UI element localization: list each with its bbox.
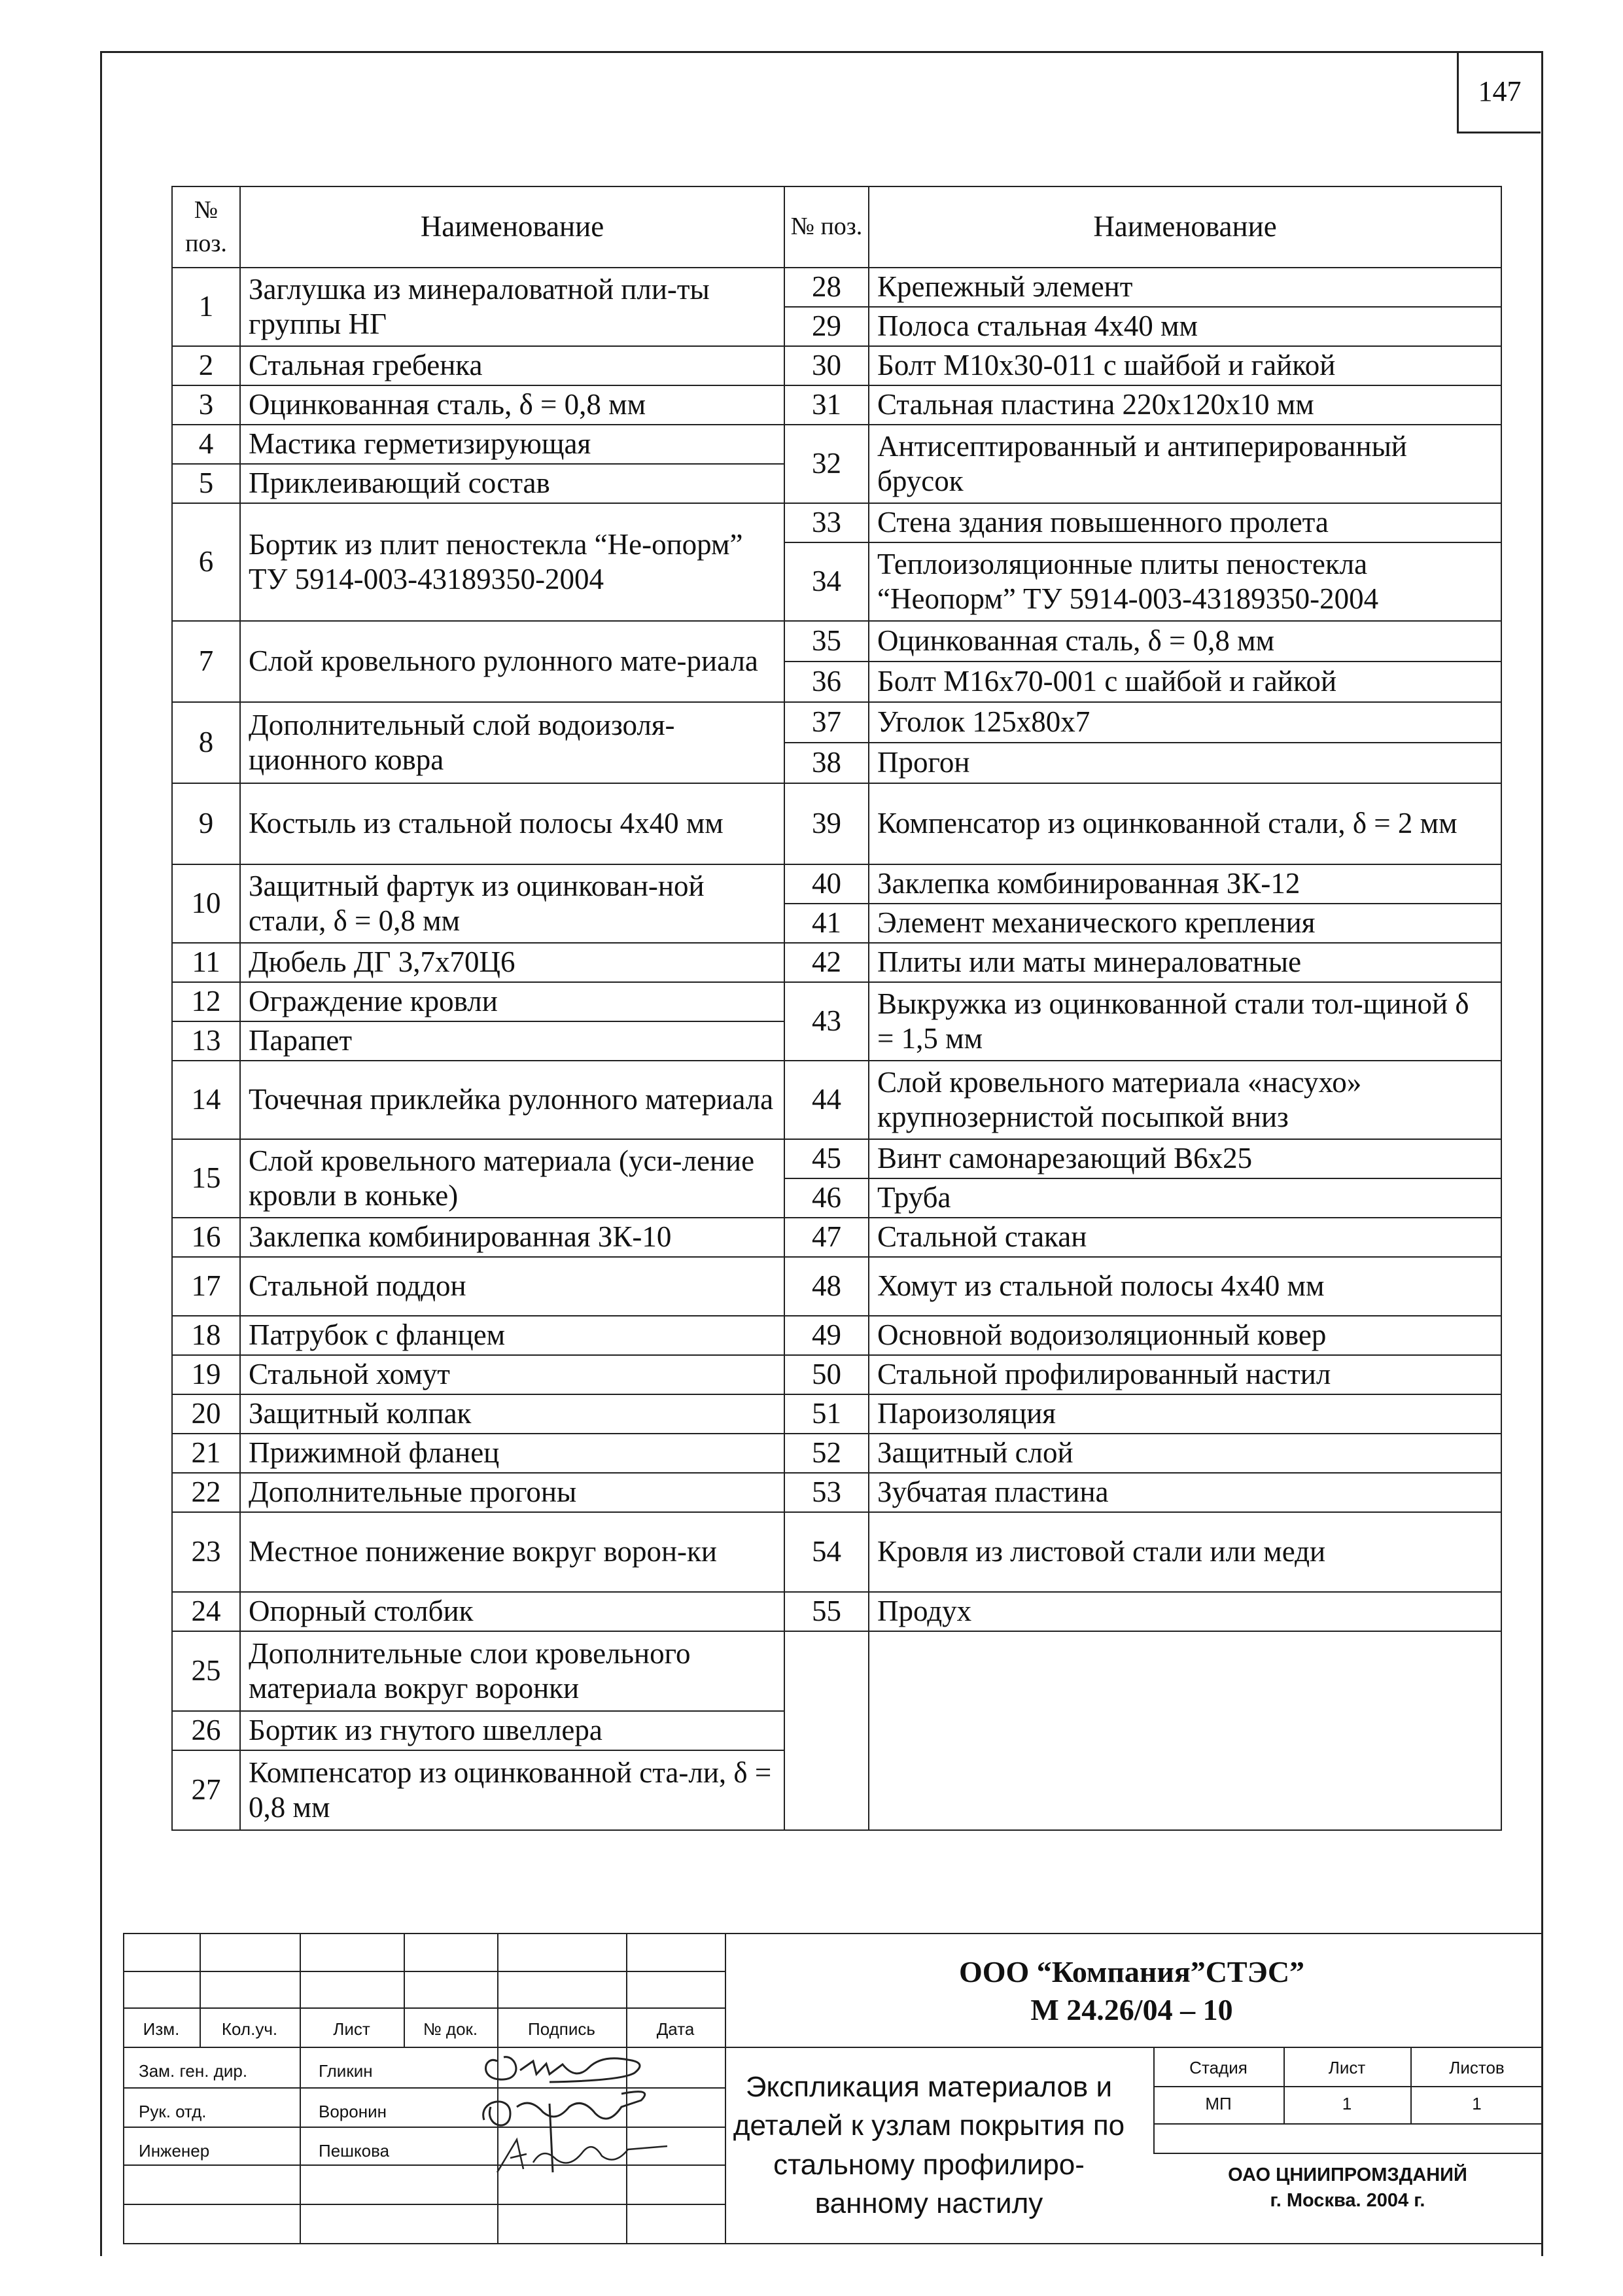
sheets-value: 1 xyxy=(1472,2094,1482,2113)
row-name: Заглушка из минераловатной пли-ты группы НГ xyxy=(240,268,784,346)
row-name: Местное понижение вокруг ворон-ки xyxy=(240,1512,784,1592)
table-header xyxy=(172,186,1501,268)
row-name: Крепежный элемент xyxy=(869,268,1501,307)
row-name: Прогон xyxy=(869,743,1501,783)
row-num: 1 xyxy=(172,268,240,346)
row-name: Стена здания повышенного пролета xyxy=(869,503,1501,542)
row-num: 2 xyxy=(172,346,240,385)
row-num: 33 xyxy=(784,503,869,542)
row-num: 24 xyxy=(172,1592,240,1631)
row-num: 17 xyxy=(172,1257,240,1316)
row-num: 3 xyxy=(172,385,240,425)
page-number: 147 xyxy=(1457,51,1541,133)
table-row xyxy=(172,1592,1501,1631)
row-num: 11 xyxy=(172,943,240,982)
col-date: Дата xyxy=(656,2019,695,2039)
row-num: 13 xyxy=(172,1021,240,1061)
table-row xyxy=(172,1218,1501,1257)
company-name: ООО “Компания”СТЭС” xyxy=(958,1955,1305,1988)
row-num: 34 xyxy=(784,542,869,621)
row-name: Стальная гребенка xyxy=(240,346,784,385)
row-num: 47 xyxy=(784,1218,869,1257)
row-name: Парапет xyxy=(240,1021,784,1061)
row-name: Хомут из стальной полосы 4х40 мм xyxy=(869,1257,1501,1316)
row-name: Дополнительные прогоны xyxy=(240,1473,784,1512)
organization-city: г. Москва. 2004 г. xyxy=(1270,2190,1425,2212)
row-num: 42 xyxy=(784,943,869,982)
row-name: Заклепка комбинированная ЗК-12 xyxy=(869,864,1501,904)
row-num: 21 xyxy=(172,1434,240,1473)
table-row xyxy=(172,783,1501,864)
row-num: 20 xyxy=(172,1394,240,1434)
row-name: Винт самонарезающий В6х25 xyxy=(869,1139,1501,1178)
row-num: 53 xyxy=(784,1473,869,1512)
row-name: Труба xyxy=(869,1178,1501,1218)
row-name: Компенсатор из оцинкованной стали, δ = 2 мм xyxy=(869,783,1501,864)
row-name: Ограждение кровли xyxy=(240,982,784,1021)
row-num: 27 xyxy=(172,1750,240,1830)
row-name: Слой кровельного рулонного мате-риала xyxy=(240,621,784,702)
role-engineer: Инженер xyxy=(139,2141,210,2161)
row-name: Антисептированный и антиперированный брусок xyxy=(869,425,1501,503)
row-name: Патрубок с фланцем xyxy=(240,1316,784,1355)
signatures-icon xyxy=(471,2041,693,2185)
row-num: 39 xyxy=(784,783,869,864)
table-row xyxy=(172,425,1501,464)
row-num: 18 xyxy=(172,1316,240,1355)
row-num: 35 xyxy=(784,621,869,662)
table-row xyxy=(172,1139,1501,1178)
sheet-label: Лист xyxy=(1328,2058,1366,2077)
table-row xyxy=(172,346,1501,385)
table-row xyxy=(172,1434,1501,1473)
row-name: Прижимной фланец xyxy=(240,1434,784,1473)
row-num: 22 xyxy=(172,1473,240,1512)
row-name: Продух xyxy=(869,1592,1501,1631)
empty-cell xyxy=(869,1631,1501,1830)
row-name: Защитный фартук из оцинкован-ной стали, δ = 0,8 мм xyxy=(240,864,784,943)
role-head-of-dept: Рук. отд. xyxy=(139,2102,207,2121)
row-num: 46 xyxy=(784,1178,869,1218)
row-name: Бортик из плит пеностекла “Не-опорм” ТУ 5914-003-43189350-2004 xyxy=(240,503,784,621)
table-row xyxy=(172,1631,1501,1711)
row-name: Оцинкованная сталь, δ = 0,8 мм xyxy=(869,621,1501,662)
row-num: 52 xyxy=(784,1434,869,1473)
row-name: Мастика герметизирующая xyxy=(240,425,784,464)
row-name: Уголок 125х80х7 xyxy=(869,702,1501,743)
row-name: Защитный колпак xyxy=(240,1394,784,1434)
row-num: 55 xyxy=(784,1592,869,1631)
table-row xyxy=(172,503,1501,542)
role-deputy-director: Зам. ген. дир. xyxy=(139,2061,248,2081)
row-num: 8 xyxy=(172,702,240,783)
row-name: Оцинкованная сталь, δ = 0,8 мм xyxy=(240,385,784,425)
organization-name: ОАО ЦНИИПРОМЗДАНИЙ xyxy=(1228,2164,1467,2185)
col-kol-uch: Кол.уч. xyxy=(221,2019,278,2039)
row-name: Полоса стальная 4х40 мм xyxy=(869,307,1501,346)
table-row xyxy=(172,1061,1501,1139)
row-name: Стальной поддон xyxy=(240,1257,784,1316)
row-num: 23 xyxy=(172,1512,240,1592)
header-name-left: Наименование xyxy=(240,186,784,268)
organization xyxy=(1158,2163,1537,2214)
table-row xyxy=(172,1473,1501,1512)
row-num: 26 xyxy=(172,1711,240,1750)
table-row xyxy=(172,943,1501,982)
row-name: Выкружка из оцинкованной стали тол-щиной δ = 1,5 мм xyxy=(869,982,1501,1061)
row-name: Стальная пластина 220х120х10 мм xyxy=(869,385,1501,425)
row-num: 14 xyxy=(172,1061,240,1139)
row-name: Защитный слой xyxy=(869,1434,1501,1473)
col-list: Лист xyxy=(333,2019,370,2039)
row-num: 40 xyxy=(784,864,869,904)
row-num: 41 xyxy=(784,904,869,943)
row-num: 28 xyxy=(784,268,869,307)
row-name: Приклеивающий состав xyxy=(240,464,784,503)
row-name: Компенсатор из оцинкованной ста-ли, δ = 0,8 мм xyxy=(240,1750,784,1830)
row-num: 38 xyxy=(784,743,869,783)
row-num: 12 xyxy=(172,982,240,1021)
row-num: 16 xyxy=(172,1218,240,1257)
row-name: Дюбель ДГ 3,7х70Ц6 xyxy=(240,943,784,982)
person-voronin: Воронин xyxy=(319,2102,387,2121)
row-name: Заклепка комбинированная ЗК-10 xyxy=(240,1218,784,1257)
table-row xyxy=(172,621,1501,662)
header-num-left: № поз. xyxy=(172,186,240,268)
table-row xyxy=(172,702,1501,743)
document-code: М 24.26/04 – 10 xyxy=(1030,1992,1233,2026)
document-title: Экспликация материалов и деталей к узлам покрытия по стальному профилиро-ванному настилу xyxy=(733,2071,1125,2220)
row-name: Плиты или маты минераловатные xyxy=(869,943,1501,982)
row-name: Теплоизоляционные плиты пеностекла “Неопорм” ТУ 5914-003-43189350-2004 xyxy=(869,542,1501,621)
row-num: 54 xyxy=(784,1512,869,1592)
company-and-code xyxy=(726,1953,1537,2028)
row-num: 25 xyxy=(172,1631,240,1711)
row-name: Пароизоляция xyxy=(869,1394,1501,1434)
row-name: Слой кровельного материала (уси-ление кровли в коньке) xyxy=(240,1139,784,1218)
row-num: 32 xyxy=(784,425,869,503)
col-doc-no: № док. xyxy=(423,2019,478,2039)
row-name: Слой кровельного материала «насухо» крупнозернистой посыпкой вниз xyxy=(869,1061,1501,1139)
row-num: 6 xyxy=(172,503,240,621)
row-num: 15 xyxy=(172,1139,240,1218)
table-row xyxy=(172,1257,1501,1316)
table-row xyxy=(172,1355,1501,1394)
row-name: Опорный столбик xyxy=(240,1592,784,1631)
row-name: Элемент механического крепления xyxy=(869,904,1501,943)
row-num: 19 xyxy=(172,1355,240,1394)
row-num: 9 xyxy=(172,783,240,864)
col-signature: Подпись xyxy=(528,2019,595,2039)
table-row xyxy=(172,1316,1501,1355)
row-name: Стальной хомут xyxy=(240,1355,784,1394)
row-num: 36 xyxy=(784,662,869,702)
table-row xyxy=(172,1512,1501,1592)
person-glikin: Гликин xyxy=(319,2061,373,2081)
row-num: 7 xyxy=(172,621,240,702)
row-name: Зубчатая пластина xyxy=(869,1473,1501,1512)
row-name: Костыль из стальной полосы 4х40 мм xyxy=(240,783,784,864)
table-row xyxy=(172,385,1501,425)
row-name: Дополнительный слой водоизоля-ционного ковра xyxy=(240,702,784,783)
row-num: 4 xyxy=(172,425,240,464)
row-num: 10 xyxy=(172,864,240,943)
person-peshkova: Пешкова xyxy=(319,2141,390,2161)
row-name: Болт М10х30-011 с шайбой и гайкой xyxy=(869,346,1501,385)
table-row xyxy=(172,268,1501,307)
header-num-right: № поз. xyxy=(784,186,869,268)
row-num: 48 xyxy=(784,1257,869,1316)
row-name: Стальной профилированный настил xyxy=(869,1355,1501,1394)
row-num: 51 xyxy=(784,1394,869,1434)
sheet-value: 1 xyxy=(1342,2094,1352,2113)
row-name: Дополнительные слои кровельного материала вокруг воронки xyxy=(240,1631,784,1711)
row-num: 31 xyxy=(784,385,869,425)
row-name: Основной водоизоляционный ковер xyxy=(869,1316,1501,1355)
row-num: 44 xyxy=(784,1061,869,1139)
sheets-label: Листов xyxy=(1449,2058,1505,2077)
col-izm: Изм. xyxy=(143,2019,180,2039)
empty-cell xyxy=(784,1631,869,1830)
row-num: 5 xyxy=(172,464,240,503)
row-num: 45 xyxy=(784,1139,869,1178)
stage-label: Стадия xyxy=(1189,2058,1248,2077)
stage-value: МП xyxy=(1205,2094,1232,2113)
row-name: Кровля из листовой стали или меди xyxy=(869,1512,1501,1592)
table-row xyxy=(172,1394,1501,1434)
materials-table xyxy=(171,186,1502,1831)
header-name-right: Наименование xyxy=(869,186,1501,268)
row-num: 50 xyxy=(784,1355,869,1394)
row-num: 29 xyxy=(784,307,869,346)
table-row xyxy=(172,982,1501,1021)
table-row xyxy=(172,864,1501,904)
row-name: Точечная приклейка рулонного материала xyxy=(240,1061,784,1139)
row-name: Стальной стакан xyxy=(869,1218,1501,1257)
row-num: 37 xyxy=(784,702,869,743)
row-name: Болт М16х70-001 с шайбой и гайкой xyxy=(869,662,1501,702)
row-num: 43 xyxy=(784,982,869,1061)
row-num: 30 xyxy=(784,346,869,385)
row-num: 49 xyxy=(784,1316,869,1355)
row-name: Бортик из гнутого швеллера xyxy=(240,1711,784,1750)
